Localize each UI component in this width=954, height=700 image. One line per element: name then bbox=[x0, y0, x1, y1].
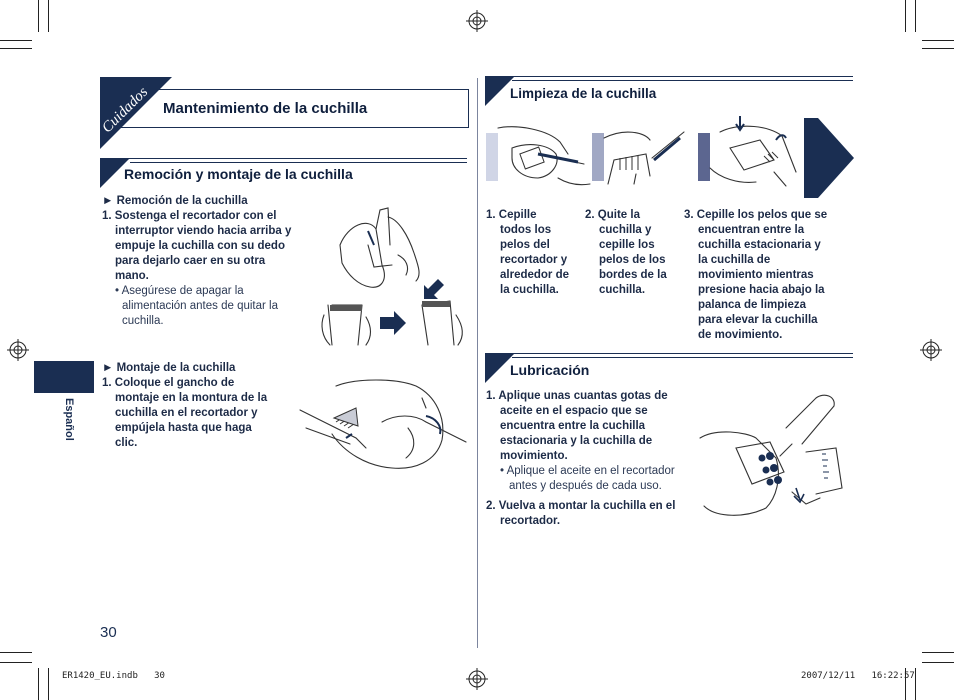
removal-heading: ► Remoción de la cuchilla bbox=[102, 195, 248, 207]
column-divider bbox=[477, 78, 478, 648]
section-rule-2 bbox=[130, 162, 467, 163]
mounting-heading: ► Montaje de la cuchilla bbox=[102, 362, 236, 374]
footer-timestamp: 2007/12/11 16:22:57 bbox=[801, 671, 915, 681]
footer-file: ER1420_EU.indb 30 bbox=[62, 671, 165, 681]
language-label: Español bbox=[63, 398, 75, 441]
page-title: Mantenimiento de la cuchilla bbox=[163, 100, 368, 117]
page-number: 30 bbox=[100, 624, 117, 641]
lubrication-illustration bbox=[696, 388, 846, 522]
cleaning-step-3-image bbox=[710, 112, 804, 190]
section-title-cleaning: Limpieza de la cuchilla bbox=[510, 86, 657, 101]
lubrication-rule bbox=[485, 353, 853, 354]
section-rule bbox=[100, 158, 467, 159]
cleaning-rule bbox=[485, 76, 853, 77]
lubrication-rule-2 bbox=[512, 357, 853, 358]
section-title-lubrication: Lubricación bbox=[510, 362, 590, 378]
cleaning-rule-2 bbox=[512, 80, 853, 81]
mounting-illustration bbox=[296, 378, 468, 470]
registration-target-right-icon bbox=[920, 339, 942, 361]
section-title-removal: Remoción y montaje de la cuchilla bbox=[124, 166, 353, 182]
cleaning-step-2-image bbox=[604, 128, 694, 188]
removal-illustration bbox=[318, 205, 468, 350]
registration-target-left-icon bbox=[7, 339, 29, 361]
cleaning-step-1-image bbox=[498, 124, 590, 190]
cuidados-tab bbox=[100, 77, 172, 149]
cuidados-tab-label: Cuidados bbox=[99, 84, 152, 137]
language-tab bbox=[34, 361, 94, 393]
registration-target-bottom-icon bbox=[466, 668, 488, 690]
registration-target-top-icon bbox=[466, 10, 488, 32]
